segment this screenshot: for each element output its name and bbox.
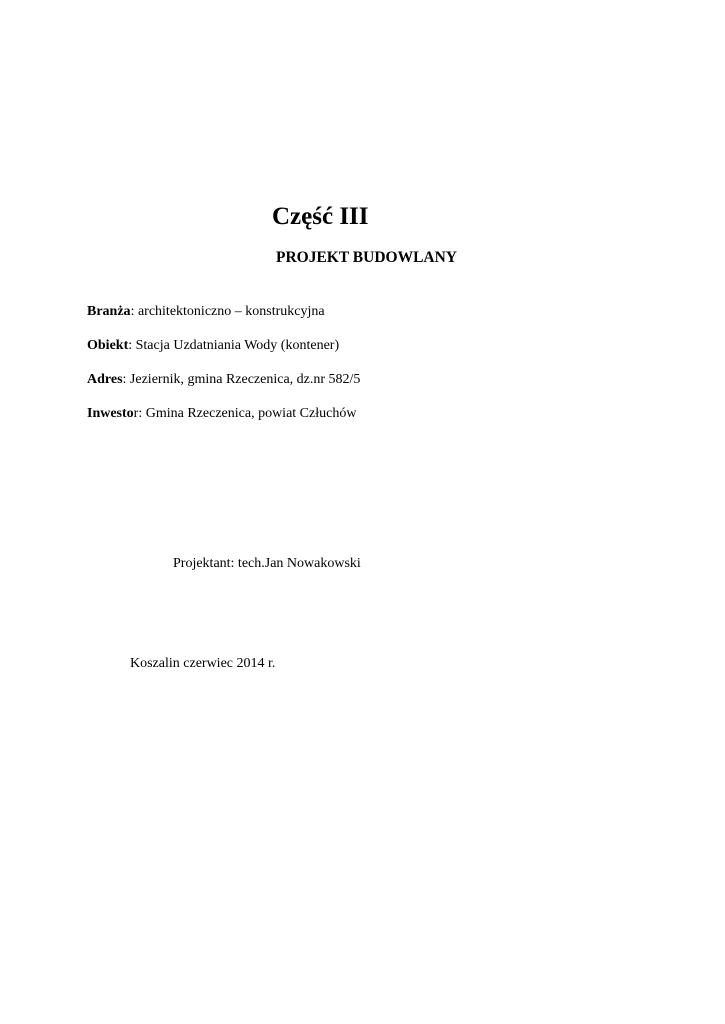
field-investor-label: Inwesto bbox=[87, 406, 134, 421]
designer-line: Projektant: tech.Jan Nowakowski bbox=[173, 556, 361, 571]
document-subtitle: PROJEKT BUDOWLANY bbox=[276, 249, 457, 266]
field-address bbox=[87, 371, 360, 388]
place-date-line: Koszalin czerwiec 2014 r. bbox=[130, 656, 276, 671]
field-branch-label: Branża bbox=[87, 304, 131, 319]
field-object-label: Obiekt bbox=[87, 338, 129, 353]
field-object-separator: : bbox=[128, 338, 133, 353]
field-branch-value: architektoniczno – konstrukcyjna bbox=[134, 304, 325, 319]
field-object-value: Stacja Uzdatniania Wody (kontener) bbox=[132, 338, 340, 353]
field-branch-separator: : bbox=[130, 304, 135, 319]
field-address-value: Jeziernik, gmina Rzeczenica, dz.nr 582/5 bbox=[126, 372, 361, 387]
field-investor-value: Gmina Rzeczenica, powiat Człuchów bbox=[142, 406, 357, 421]
field-object bbox=[87, 337, 339, 354]
field-address-label: Adres bbox=[87, 372, 123, 387]
field-investor bbox=[87, 405, 356, 422]
field-address-separator: : bbox=[122, 372, 127, 387]
field-branch bbox=[87, 303, 325, 320]
document-title: Część III bbox=[272, 203, 369, 230]
field-investor-separator: r: bbox=[133, 406, 143, 421]
